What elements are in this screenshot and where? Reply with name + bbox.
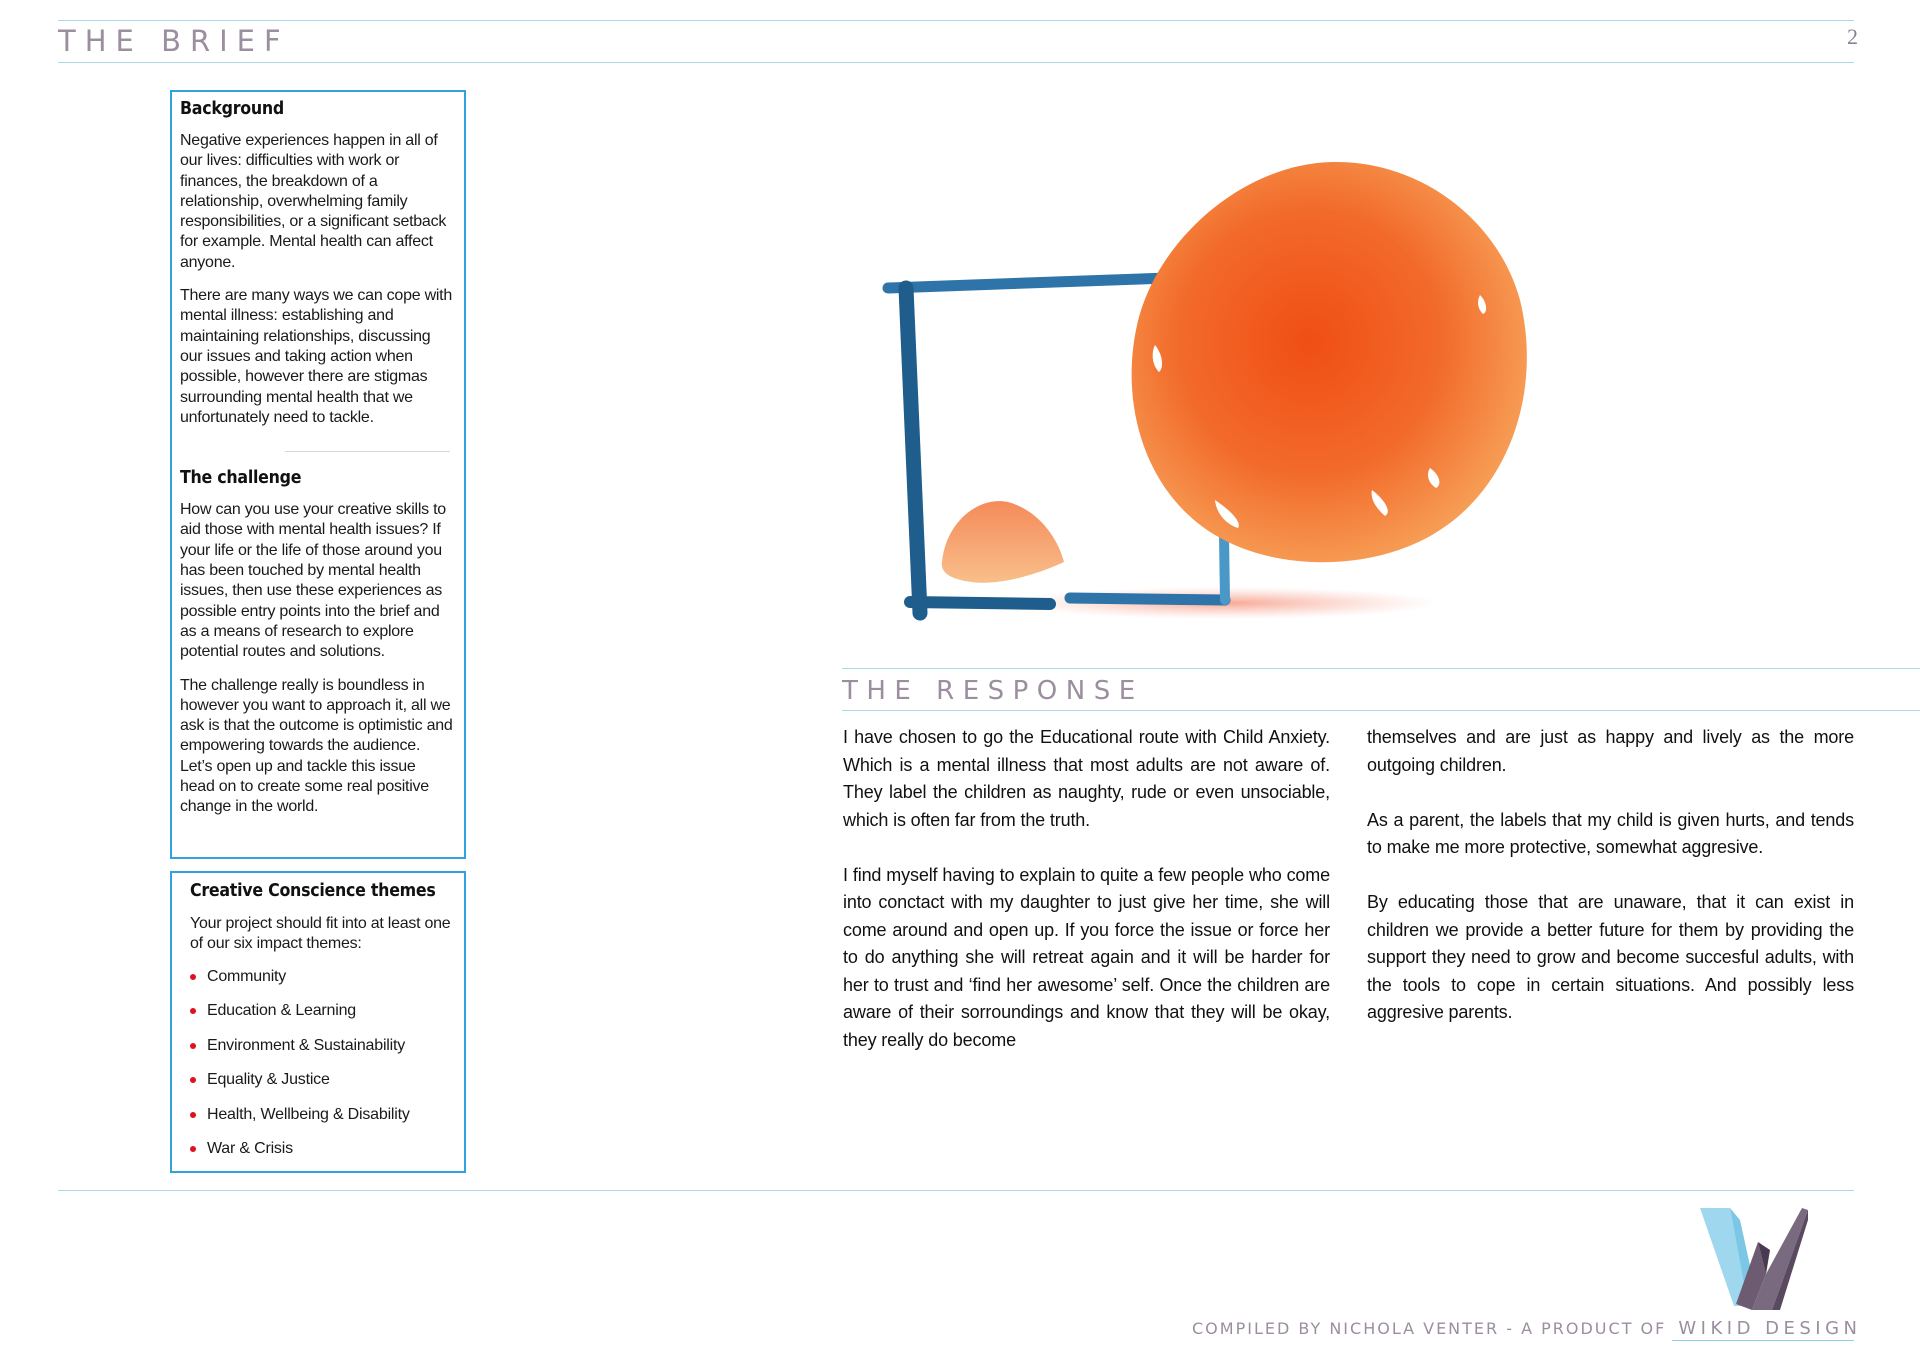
challenge-paragraph-2: The challenge really is boundless in however you want to approach it, all we ask is that the outcome is optimistic and empowering towards the audience. Let’s open up and tackle this issue head on to create some real positive change in the world. — [180, 676, 453, 816]
background-heading: Background — [180, 98, 284, 119]
theme-label: Health, Wellbeing & Disability — [207, 1105, 410, 1123]
response-paragraph: By educating those that are unaware, that it can exist in children we provide a better future for them by providing the support they need to grow and become succesful adults, with the tools to cope in certain situations. And possibly less aggresive parents. — [1367, 892, 1854, 1022]
response-paragraph: I find myself having to explain to quite a few people who come into conctact with my daughter to just give her time, she will come around and open up. If you force the issue or force her to do anything she will retreat again and it will be harder for her to trust and ‘find her awesome’ self. Once the children are aware of their sorroundings and know that they will be okay, they really do become — [843, 864, 1330, 1050]
themes-list — [190, 967, 454, 1160]
challenge-heading: The challenge — [180, 467, 302, 489]
bullet-icon — [190, 1077, 196, 1083]
footer-brand: WIKID DESIGN — [1678, 1318, 1862, 1339]
background-paragraph-2: There are many ways we can cope with mental illness: establishing and maintaining relationships, discussing our issues and taking action when possible, however there are stigmas surrounding mental health that we unfortunately need to tackle. — [180, 287, 453, 426]
footer-rule — [58, 1190, 1854, 1191]
list-item — [190, 1036, 454, 1056]
bullet-icon — [190, 1008, 196, 1014]
page-number: 2 — [1847, 24, 1858, 49]
footer-credit-text: COMPILED BY NICHOLA VENTER - A PRODUCT OF — [1192, 1319, 1667, 1338]
wikid-design-logo — [1700, 1206, 1810, 1314]
response-left-column — [843, 724, 1330, 1054]
background-paragraph-1: Negative experiences happen in all of our lives: difficulties with work or finances, the breakdown of a relationship, overwhelming family responsibilities, or a significant setback for example. Mental health can affect anyone. — [180, 132, 447, 271]
list-item — [190, 1139, 454, 1159]
themes-box — [170, 871, 466, 1173]
theme-label: Education & Learning — [207, 1002, 357, 1020]
bullet-icon — [190, 974, 196, 980]
response-paragraph: themselves and are just as happy and lively as the more outgoing children. — [1367, 727, 1854, 775]
list-item — [190, 1070, 454, 1090]
orange-sun — [1132, 162, 1527, 562]
list-item — [190, 967, 454, 987]
theme-label: War & Crisis — [207, 1140, 293, 1158]
bullet-icon — [190, 1112, 196, 1118]
themes-intro: Your project should fit into at least one of our six impact themes: — [190, 915, 451, 953]
header-top-rule — [58, 20, 1854, 21]
page-title: THE BRIEF — [58, 24, 290, 58]
brand-underline — [1672, 1340, 1854, 1341]
response-title: THE RESPONSE — [842, 676, 1144, 706]
response-bottom-rule — [842, 710, 1920, 711]
peach-drop — [942, 501, 1064, 583]
bullet-icon — [190, 1146, 196, 1152]
brief-box — [170, 90, 466, 859]
response-top-rule — [842, 668, 1920, 669]
watercolor-illustration — [880, 150, 1580, 630]
list-item — [190, 1001, 454, 1021]
themes-heading: Creative Conscience themes — [190, 880, 436, 901]
response-right-column — [1367, 724, 1854, 1027]
list-item — [190, 1105, 454, 1125]
footer-credit — [1192, 1318, 1862, 1339]
theme-label: Equality & Justice — [207, 1071, 330, 1089]
section-divider — [285, 451, 450, 452]
theme-label: Environment & Sustainability — [207, 1036, 406, 1054]
challenge-paragraph-1: How can you use your creative skills to aid those with mental health issues? If your life or the life of those around you has been touched by mental health issues, then use these experiences as possible entry points into the brief and as a means of research to explore potential routes and solutions. — [180, 501, 446, 661]
theme-label: Community — [207, 967, 287, 985]
response-paragraph: As a parent, the labels that my child is given hurts, and tends to make me more protective, somewhat aggresive. — [1367, 809, 1854, 857]
response-paragraph: I have chosen to go the Educational route with Child Anxiety. Which is a mental illness that most adults are not aware of. They label the children as naughty, rude or even unsociable, which is often far from the truth. — [843, 727, 1330, 830]
bullet-icon — [190, 1043, 196, 1049]
header-bottom-rule — [58, 62, 1854, 63]
